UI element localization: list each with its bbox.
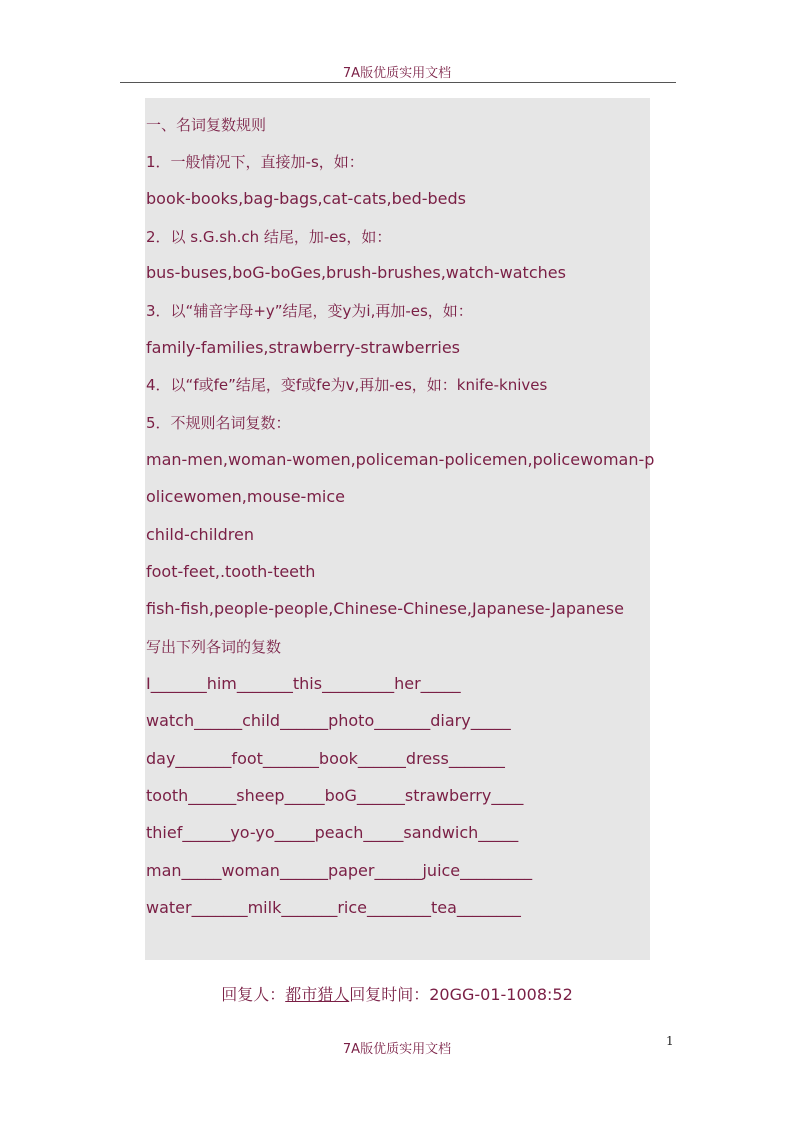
rule-line: man-men,woman-women,policeman-policemen,policewoman-p [146, 450, 655, 469]
rule-line: bus-buses,boG-boGes,brush-brushes,watch-watches [146, 263, 566, 282]
exercise-line: tooth______sheep_____boG______strawberry____ [146, 786, 524, 805]
rule-line: 5．不规则名词复数： [146, 414, 291, 432]
rule-line: child-children [146, 525, 254, 544]
exercise-line: watch______child______photo_______diary_____ [146, 711, 511, 730]
header-rule [120, 82, 676, 83]
exercise-line: man_____woman______paper______juice_________ [146, 861, 533, 880]
exercise-line: day_______foot_______book______dress_______ [146, 749, 505, 768]
reply-prefix: 回复人： [221, 985, 286, 1004]
exercise-line: I_______him_______this_________her_____ [146, 674, 461, 693]
exercise-line: water_______milk_______rice________tea________ [146, 898, 521, 917]
rule-line: family-families,strawberry-strawberries [146, 338, 460, 357]
rule-line: 4．以“f或fe”结尾，变f或fe为v,再加-es，如：knife-knives [146, 376, 548, 394]
page-header: 7A版优质实用文档 [342, 66, 452, 81]
section-title: 一、名词复数规则 [146, 116, 267, 134]
exercise-title: 写出下列各词的复数 [146, 638, 282, 656]
reply-user-link[interactable]: 都市猎人 [285, 985, 350, 1004]
rule-line: 3．以“辅音字母+y”结尾，变y为i,再加-es，如： [146, 302, 473, 320]
rule-line: book-books,bag-bags,cat-cats,bed-beds [146, 189, 466, 208]
rule-line: 2．以 s.G.sh.ch 结尾，加-es，如： [146, 228, 392, 246]
exercise-line: thief______yo-yo_____peach_____sandwich_____ [146, 823, 519, 842]
rule-line: 1．一般情况下，直接加-s，如： [146, 153, 364, 171]
rule-line: foot-feet,.tooth-teeth [146, 562, 316, 581]
rule-line: olicewomen,mouse-mice [146, 487, 345, 506]
page-footer: 7A版优质实用文档 [342, 1042, 452, 1057]
page-number: 1 [666, 1034, 674, 1048]
reply-time: 回复时间：20GG-01-1008:52 [349, 985, 573, 1004]
rule-line: fish-fish,people-people,Chinese-Chinese,Japanese-Japanese [146, 599, 624, 618]
reply-line [0, 982, 794, 1005]
